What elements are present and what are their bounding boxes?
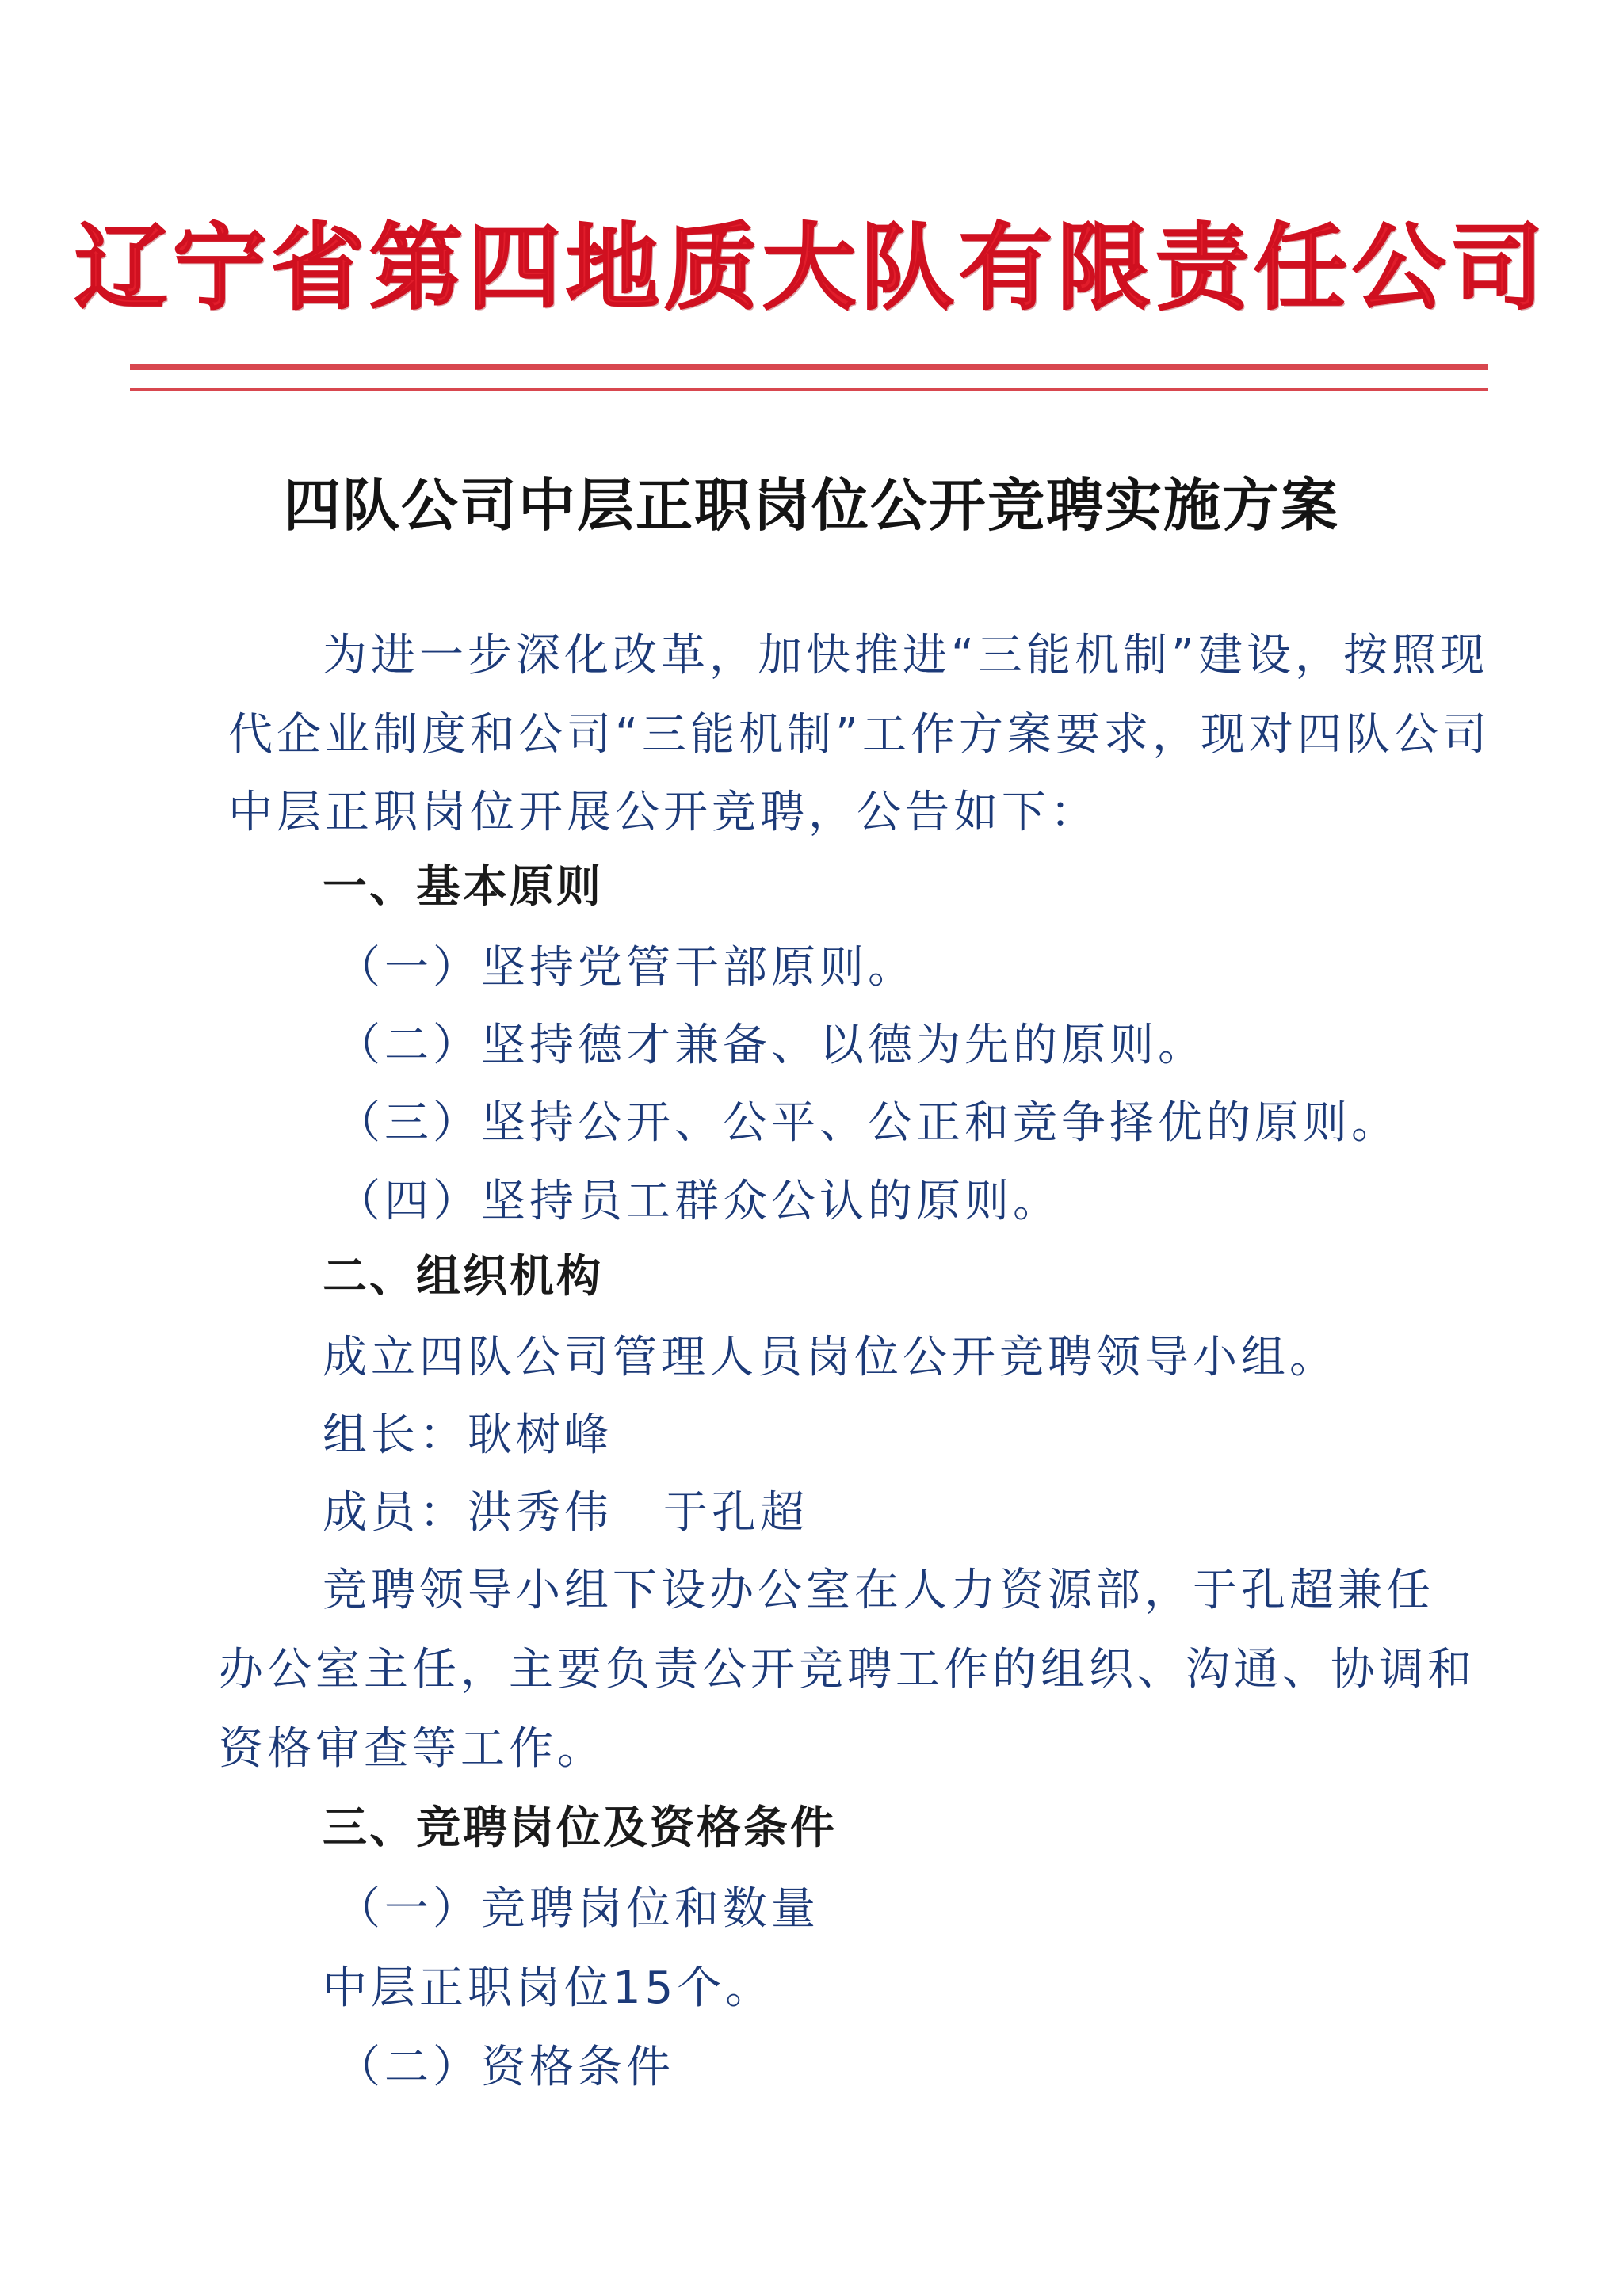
organization-text: 成立四队公司管理人员岗位公开竞聘领导小组。 bbox=[323, 1332, 1338, 1383]
office-line: 资格审查等工作。 bbox=[219, 1723, 605, 1775]
letterhead-rule-thin bbox=[130, 388, 1488, 391]
section-heading: 二、组织机构 bbox=[323, 1251, 603, 1302]
members-first: 成员：洪秀伟 bbox=[323, 1487, 613, 1539]
leader-line: 组长：耿树峰 bbox=[323, 1409, 613, 1461]
intro-line: 代企业制度和公司“三能机制”工作方案要求，现对四队公司 bbox=[228, 709, 1491, 761]
document-title: 四队公司中层正职岗位公开竞聘实施方案 bbox=[283, 471, 1339, 539]
principle-item: （三）坚持公开、公平、公正和竞争择优的原则。 bbox=[336, 1097, 1400, 1149]
members-second: 于孔超 bbox=[663, 1487, 808, 1539]
intro-line: 为进一步深化改革，加快推进“三能机制”建设，按照现 bbox=[323, 630, 1489, 681]
letterhead-company-name: 辽宁省第四地质大队有限责任公司 bbox=[74, 212, 1549, 322]
principle-item: （一）坚持党管干部原则。 bbox=[336, 942, 916, 994]
members-line bbox=[323, 1482, 808, 1545]
intro-line: 中层正职岗位开展公开竞聘，公告如下： bbox=[228, 787, 1098, 838]
office-line: 办公室主任，主要负责公开竞聘工作的组织、沟通、协调和 bbox=[219, 1644, 1476, 1695]
section-heading: 三、竞聘岗位及资格条件 bbox=[323, 1802, 837, 1854]
positions-text: 中层正职岗位15个。 bbox=[323, 1962, 774, 2014]
principle-item: （二）坚持德才兼备、以德为先的原则。 bbox=[336, 1020, 1206, 1071]
subsection-heading: （二）资格条件 bbox=[336, 2042, 674, 2093]
letterhead-rule-thick bbox=[130, 364, 1488, 370]
principle-item: （四）坚持员工群众公认的原则。 bbox=[336, 1176, 1061, 1227]
subsection-heading: （一）竞聘岗位和数量 bbox=[336, 1883, 819, 1935]
section-heading: 一、基本原则 bbox=[323, 861, 603, 913]
office-line: 竞聘领导小组下设办公室在人力资源部，于孔超兼任 bbox=[323, 1565, 1434, 1616]
